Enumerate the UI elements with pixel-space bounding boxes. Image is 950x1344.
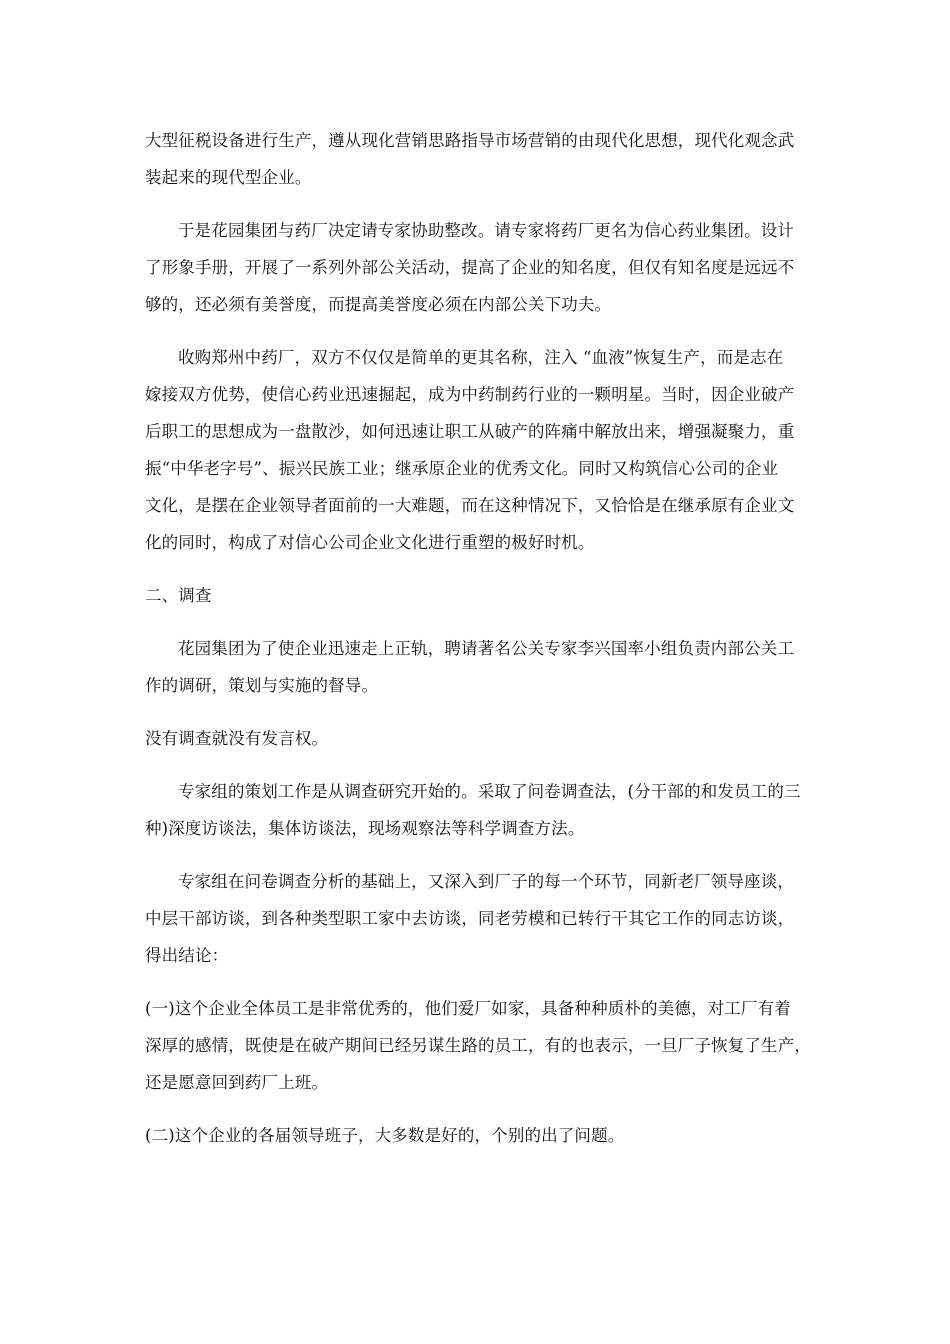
paragraph-10: [145, 1117, 820, 1154]
text-line: 振“中华老字号”、振兴民族工业；继承原企业的优秀文化。同时又构筑信心公司的企业: [145, 459, 779, 478]
text-line: (一)这个企业全体员工是非常优秀的，他们爱厂如家，具备种种质朴的美德，对工厂有着: [145, 999, 791, 1018]
paragraph-5: [145, 630, 820, 704]
text-line: 装起来的现代型企业。: [145, 168, 312, 187]
text-line: 深厚的感情，既使是在破产期间已经另谋生路的员工，有的也表示，一旦厂子恢复了生产，: [145, 1036, 811, 1055]
paragraph-7: [145, 773, 820, 847]
text-line: 嫁接双方优势，使信心药业迅速掘起，成为中药制药行业的一颗明星。当时，因企业破产: [145, 385, 795, 404]
text-line: 够的，还必须有美誉度，而提高美誉度必须在内部公关下功夫。: [145, 295, 612, 314]
paragraph-2: [145, 212, 820, 323]
text-line: 还是愿意回到药厂上班。: [145, 1073, 329, 1092]
text-line: 文化，是摆在企业领导者面前的一大难题，而在这种情况下，又恰恰是在继承原有企业文: [145, 496, 795, 515]
text-line: 中层干部访谈，到各种类型职工家中去访谈，同老劳模和已转行干其它工作的同志访谈，: [145, 909, 795, 928]
text-line: 了形象手册，开展了一系列外部公关活动，提高了企业的知名度，但仅有知名度是远远不: [145, 258, 795, 277]
paragraph-9: [145, 990, 820, 1101]
text-line: 花园集团为了使企业迅速走上正轨，聘请著名公关专家李兴国率小组负责内部公关工: [178, 639, 795, 658]
text-line: 专家组的策划工作是从调查研究开始的。采取了问卷调查法，(分干部的和发员工的三: [178, 782, 801, 801]
text-line: 作的调研，策划与实施的督导。: [145, 676, 379, 695]
text-line: 后职工的思想成为一盘散沙，如何迅速让职工从破产的阵痛中解放出来，增强凝聚力，重: [145, 422, 795, 441]
section-heading: [145, 577, 820, 614]
text-line: 于是花园集团与药厂决定请专家协助整改。请专家将药厂更名为信心药业集团。设计: [178, 221, 795, 240]
text-line: 专家组在问卷调查分析的基础上，又深入到厂子的每一个环节，同新老厂领导座谈，: [178, 872, 795, 891]
text-line: 收购郑州中药厂，双方不仅仅是简单的更其名称，注入 “血液”恢复生产，而是志在: [178, 348, 784, 367]
text-line: 大型征税设备进行生产，遵从现化营销思路指导市场营销的由现代化思想，现代化观念武: [145, 131, 795, 150]
paragraph-3: [145, 339, 820, 561]
text-line: 没有调查就没有发言权。: [145, 729, 329, 748]
text-line: 得出结论：: [145, 946, 229, 965]
paragraph-8: [145, 863, 820, 974]
text-line: 化的同时，构成了对信心公司企业文化进行重塑的极好时机。: [145, 533, 595, 552]
paragraph-1: [145, 122, 820, 196]
text-line: 二、调查: [145, 586, 212, 605]
text-line: 种)深度访谈法，集体访谈法，现场观察法等科学调查方法。: [145, 819, 585, 838]
text-line: (二)这个企业的各届领导班子，大多数是好的，个别的出了问题。: [145, 1126, 625, 1145]
paragraph-6: [145, 720, 820, 757]
document-page: [145, 122, 820, 1154]
